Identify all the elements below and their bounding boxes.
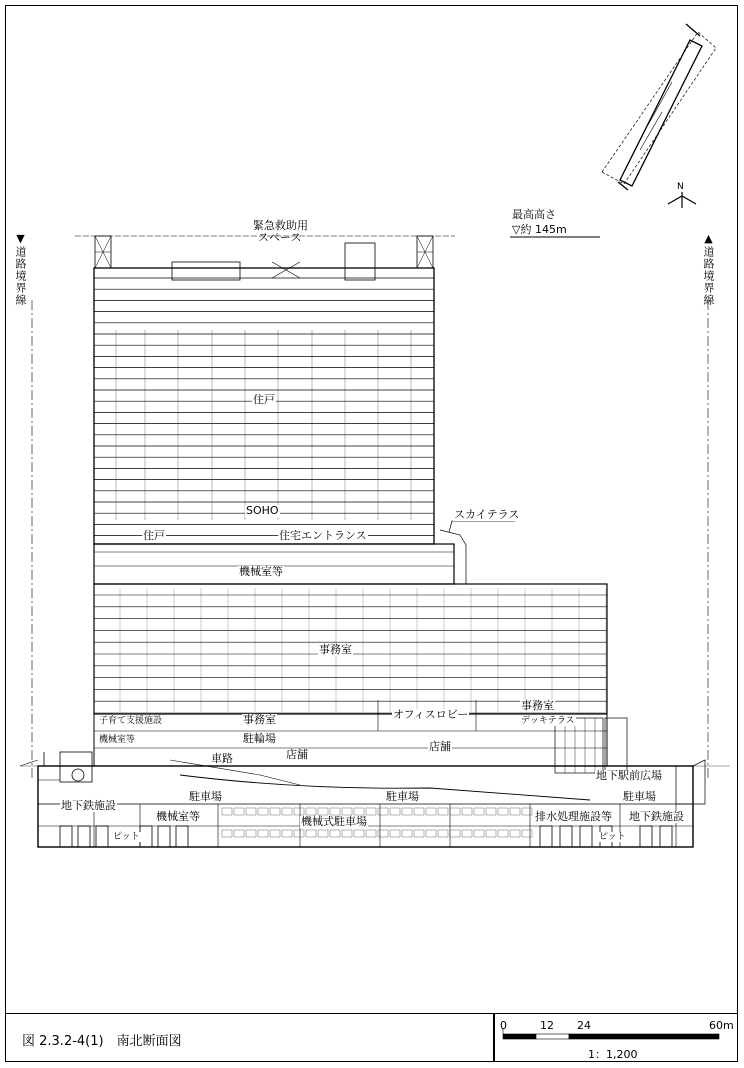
label-parking-right: 駐車場 bbox=[623, 790, 656, 803]
parking-stall bbox=[234, 830, 244, 837]
label-station-plaza: 地下駅前広場 bbox=[596, 769, 662, 782]
parking-stall bbox=[294, 808, 304, 815]
parking-stall bbox=[522, 808, 532, 815]
parking-stall bbox=[426, 808, 436, 815]
pit bbox=[78, 826, 90, 847]
parking-stall bbox=[234, 808, 244, 815]
parking-stall bbox=[318, 830, 328, 837]
label-subway-right: 地下鉄施設 bbox=[629, 810, 684, 823]
parking-stall bbox=[318, 808, 328, 815]
label-housing-lower: 住戸 bbox=[143, 529, 165, 542]
pit bbox=[60, 826, 72, 847]
parking-stall bbox=[474, 830, 484, 837]
parking-stall bbox=[270, 808, 280, 815]
figure-title: 図 2.3.2-4(1) 南北断面図 bbox=[22, 1034, 182, 1049]
pit bbox=[640, 826, 652, 847]
label-driveway: 車路 bbox=[211, 752, 233, 765]
parking-stall bbox=[378, 830, 388, 837]
label-shop-right: 店舗 bbox=[429, 740, 451, 753]
label-office: 事務室 bbox=[319, 643, 352, 656]
parking-stall bbox=[294, 830, 304, 837]
key-plan bbox=[602, 24, 716, 190]
parking-stall bbox=[474, 808, 484, 815]
pit bbox=[96, 826, 108, 847]
rooftop-label-1: 緊急救助用 bbox=[253, 219, 308, 232]
parking-stall bbox=[414, 830, 424, 837]
parking-stall bbox=[414, 808, 424, 815]
parking-stall bbox=[270, 830, 280, 837]
parking-stall bbox=[462, 830, 472, 837]
pit bbox=[140, 826, 152, 847]
parking-stall bbox=[354, 808, 364, 815]
parking-stall bbox=[426, 830, 436, 837]
pit bbox=[540, 826, 552, 847]
label-deck-terrace: デッキテラス bbox=[521, 716, 575, 726]
title-divider bbox=[493, 1014, 495, 1062]
roof-box-right bbox=[345, 243, 375, 280]
scale-tick-24: 24 bbox=[577, 1019, 591, 1032]
height-value: ▽約 145m bbox=[512, 223, 567, 236]
label-residence-entrance: 住宅エントランス bbox=[279, 529, 367, 542]
label-shop-left: 店舗 bbox=[286, 748, 308, 761]
parking-stall bbox=[390, 830, 400, 837]
scale-tick-12: 12 bbox=[540, 1019, 554, 1032]
parking-stall bbox=[510, 830, 520, 837]
road-boundary-left: ▼道路境界線 bbox=[14, 232, 27, 306]
parking-stall bbox=[246, 830, 256, 837]
label-pit-left: ピット bbox=[113, 832, 140, 842]
label-housing-upper: 住戸 bbox=[253, 393, 275, 406]
label-childcare: 子育て支援施設 bbox=[99, 716, 163, 726]
sky-terrace-leader bbox=[449, 521, 515, 532]
parking-stall bbox=[222, 808, 232, 815]
parking-stall bbox=[486, 808, 496, 815]
parking-stall bbox=[330, 830, 340, 837]
parking-stall bbox=[402, 830, 412, 837]
scale-tick-60: 60m bbox=[709, 1019, 734, 1032]
rooftop-label-2: スペース bbox=[258, 231, 302, 244]
pit bbox=[580, 826, 592, 847]
road-boundary-right: ▲道路境界線 bbox=[702, 232, 715, 306]
label-office-low: 事務室 bbox=[243, 713, 276, 726]
parking-stall bbox=[510, 808, 520, 815]
parking-stall bbox=[330, 808, 340, 815]
parking-stall bbox=[498, 808, 508, 815]
parking-stall bbox=[366, 830, 376, 837]
parking-stall bbox=[450, 808, 460, 815]
parking-stall bbox=[222, 830, 232, 837]
parking-stall bbox=[390, 808, 400, 815]
north-label: N bbox=[677, 182, 684, 192]
parking-stall bbox=[258, 808, 268, 815]
parking-stall bbox=[378, 808, 388, 815]
parking-stall bbox=[498, 830, 508, 837]
label-bicycle-parking: 駐輪場 bbox=[243, 732, 276, 745]
label-subway-left: 地下鉄施設 bbox=[61, 799, 116, 812]
parking-stall bbox=[342, 830, 352, 837]
label-mechanical-parking: 機械式駐車場 bbox=[301, 815, 367, 828]
pit bbox=[158, 826, 170, 847]
pit bbox=[660, 826, 672, 847]
label-pit-right: ピット bbox=[599, 832, 626, 842]
north-arrow-icon bbox=[668, 192, 696, 208]
parking-stall bbox=[246, 808, 256, 815]
parking-stall bbox=[306, 830, 316, 837]
label-office-lobby: オフィスロビー bbox=[393, 708, 469, 721]
parking-stall bbox=[354, 830, 364, 837]
label-parking-left: 駐車場 bbox=[189, 790, 222, 803]
pit bbox=[176, 826, 188, 847]
elevator-circle bbox=[72, 769, 84, 781]
roof-box-left bbox=[172, 262, 240, 280]
parking-stall bbox=[486, 830, 496, 837]
parking-stall bbox=[438, 830, 448, 837]
label-parking-mid: 駐車場 bbox=[386, 790, 419, 803]
label-machine-room-b: 機械室等 bbox=[156, 810, 200, 823]
parking-stall bbox=[438, 808, 448, 815]
parking-stall bbox=[462, 808, 472, 815]
label-drainage: 排水処理施設等 bbox=[535, 810, 612, 823]
podium bbox=[94, 530, 627, 773]
label-machine-room-mid: 機械室等 bbox=[239, 565, 283, 578]
scale-ratio: 1：1,200 bbox=[588, 1048, 638, 1061]
label-machine-room-low: 機械室等 bbox=[99, 735, 136, 745]
parking-stall bbox=[258, 830, 268, 837]
tower bbox=[75, 236, 455, 544]
label-office-right: 事務室 bbox=[521, 699, 554, 712]
scale-tick-0: 0 bbox=[500, 1019, 507, 1032]
label-soho: SOHO bbox=[246, 504, 279, 517]
height-title: 最高高さ bbox=[512, 208, 556, 221]
parking-stall bbox=[450, 830, 460, 837]
parking-stall bbox=[282, 830, 292, 837]
parking-stall bbox=[402, 808, 412, 815]
parking-stall bbox=[342, 808, 352, 815]
pit bbox=[560, 826, 572, 847]
parking-stall bbox=[306, 808, 316, 815]
parking-stall bbox=[366, 808, 376, 815]
parking-stall bbox=[522, 830, 532, 837]
parking-stall bbox=[282, 808, 292, 815]
label-sky-terrace: スカイテラス bbox=[454, 508, 520, 521]
